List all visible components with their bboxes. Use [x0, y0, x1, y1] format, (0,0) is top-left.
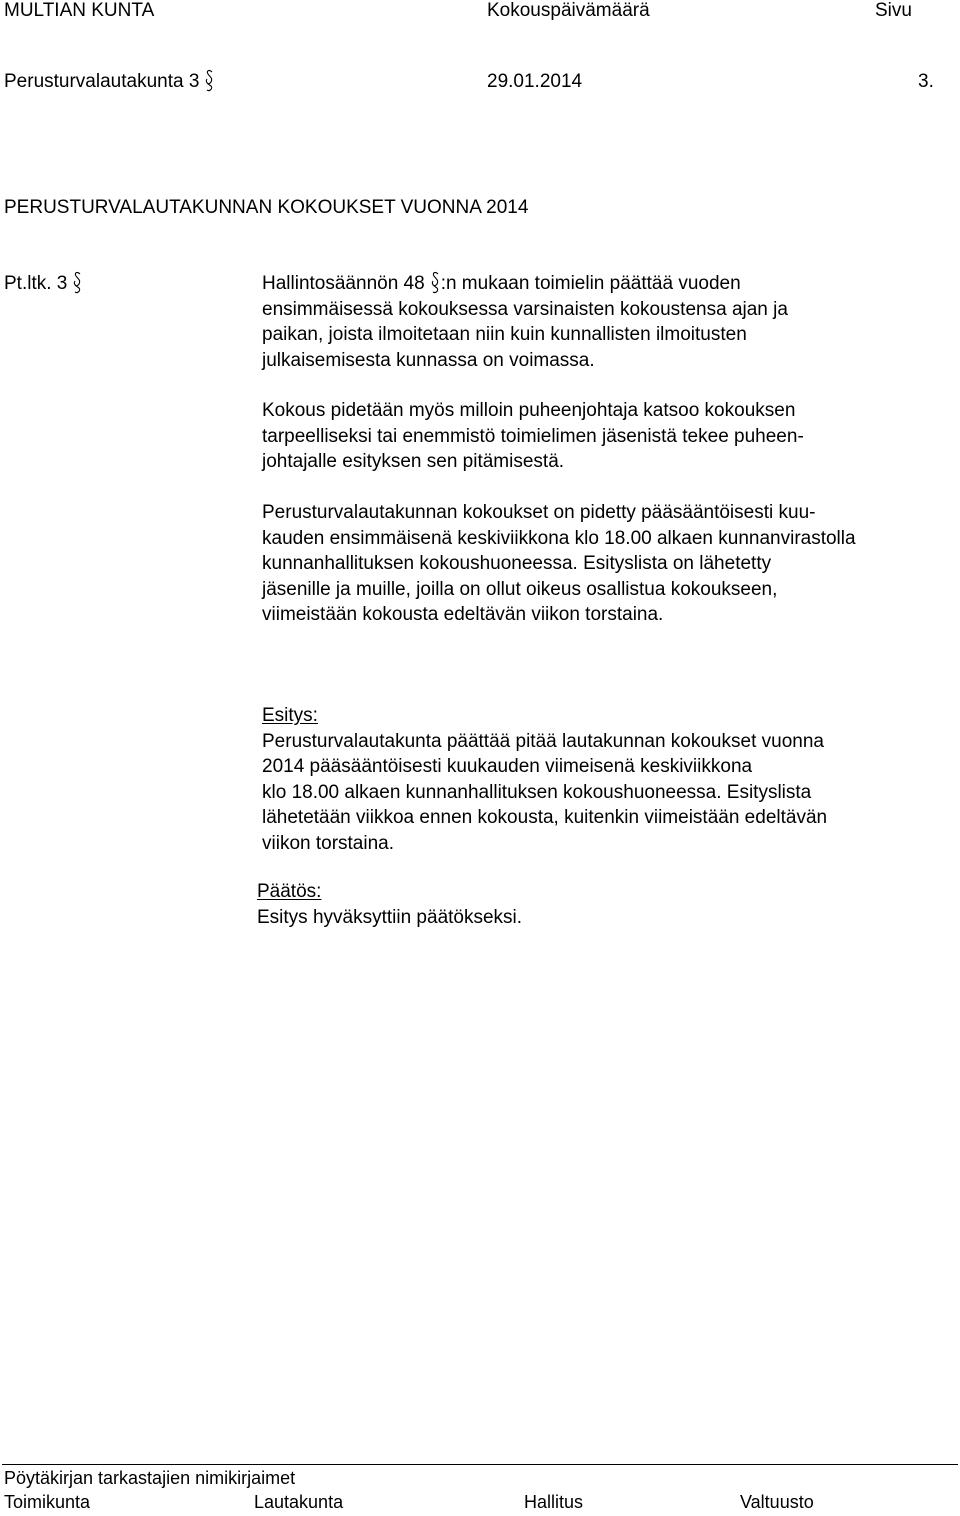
paragraph-line: johtajalle esityksen sen pitämisestä. — [262, 451, 565, 472]
proposal-line: klo 18.00 alkaen kunnanhallituksen kokoushuoneessa. Esityslista — [262, 781, 812, 803]
proposal-line: viikon torstaina. — [262, 832, 395, 854]
body-paragraph-2 — [262, 398, 804, 475]
footer-column-lautakunta: Lautakunta — [254, 1492, 344, 1512]
header-date: 29.01.2014 — [487, 71, 583, 92]
proposal-line: 2014 pääsääntöisesti kuukauden viimeisenä keskiviikkona — [262, 756, 753, 777]
header-municipality: MULTIAN KUNTA — [4, 0, 155, 21]
footer-column-valtuusto: Valtuusto — [740, 1492, 814, 1512]
section-sign-icon — [73, 271, 82, 295]
paragraph-line: Kokous pidetään myös milloin puheenjohtaja katsoo kokouksen — [262, 400, 796, 421]
paragraph-line: tarpeelliseksi tai enemmistö toimielimen jäsenistä tekee puheen- — [262, 425, 804, 447]
paragraph-line: kunnanhallituksen kokoushuoneessa. Esityslista on lähetetty — [262, 553, 772, 574]
decision-section — [257, 879, 522, 930]
proposal-line: Perusturvalautakunta päättää pitää lautakunnan kokoukset vuonna — [262, 730, 824, 752]
proposal-heading: Esitys: — [262, 705, 318, 726]
decision-heading: Päätös: — [257, 881, 322, 902]
section-sign-icon — [431, 271, 440, 295]
paragraph-line: julkaisemisesta kunnassa on voimassa. — [262, 349, 595, 371]
paragraph-line: jäsenille ja muille, joilla on ollut oikeus osallistua kokoukseen, — [262, 578, 778, 600]
body-paragraph-1 — [262, 271, 788, 373]
footer-column-toimikunta: Toimikunta — [4, 1492, 91, 1512]
body-paragraph-3 — [262, 500, 856, 628]
paragraph-line: ensimmäisessä kokouksessa varsinaisten kokoustensa ajan ja — [262, 298, 788, 320]
paragraph-line: kauden ensimmäisenä keskiviikkona klo 18.00 alkaen kunnanvirastolla — [262, 527, 856, 549]
paragraph-line: Hallintosäännön 48 :n mukaan toimielin päättää vuoden — [262, 273, 741, 294]
footer-column-hallitus: Hallitus — [524, 1492, 584, 1512]
header-board — [4, 69, 214, 95]
section-ref-text: Pt.ltk. 3 — [4, 273, 68, 294]
header-meeting-date-label: Kokouspäivämäärä — [487, 0, 650, 21]
footer-label: Pöytäkirjan tarkastajien nimikirjaimet — [4, 1468, 296, 1488]
section-sign-icon — [205, 69, 214, 93]
proposal-section — [262, 703, 827, 856]
paragraph-line: viimeistään kokousta edeltävän viikon torstaina. — [262, 604, 664, 625]
paragraph-line: paikan, joista ilmoitetaan niin kuin kunnallisten ilmoitusten — [262, 324, 747, 345]
footer-divider — [2, 1464, 958, 1465]
paragraph-line: Perusturvalautakunnan kokoukset on pidetty pääsääntöisesti kuu- — [262, 502, 816, 523]
proposal-line: lähetetään viikkoa ennen kokousta, kuitenkin viimeistään edeltävän — [262, 807, 828, 828]
section-ref — [4, 271, 82, 297]
decision-text: Esitys hyväksyttiin päätökseksi. — [257, 906, 523, 928]
page-title: PERUSTURVALAUTAKUNNAN KOKOUKSET VUONNA 2014 — [4, 197, 529, 218]
header-page-label: Sivu — [875, 0, 912, 21]
header-board-text: Perusturvalautakunta 3 — [4, 71, 200, 92]
header-page-number: 3. — [918, 71, 934, 92]
